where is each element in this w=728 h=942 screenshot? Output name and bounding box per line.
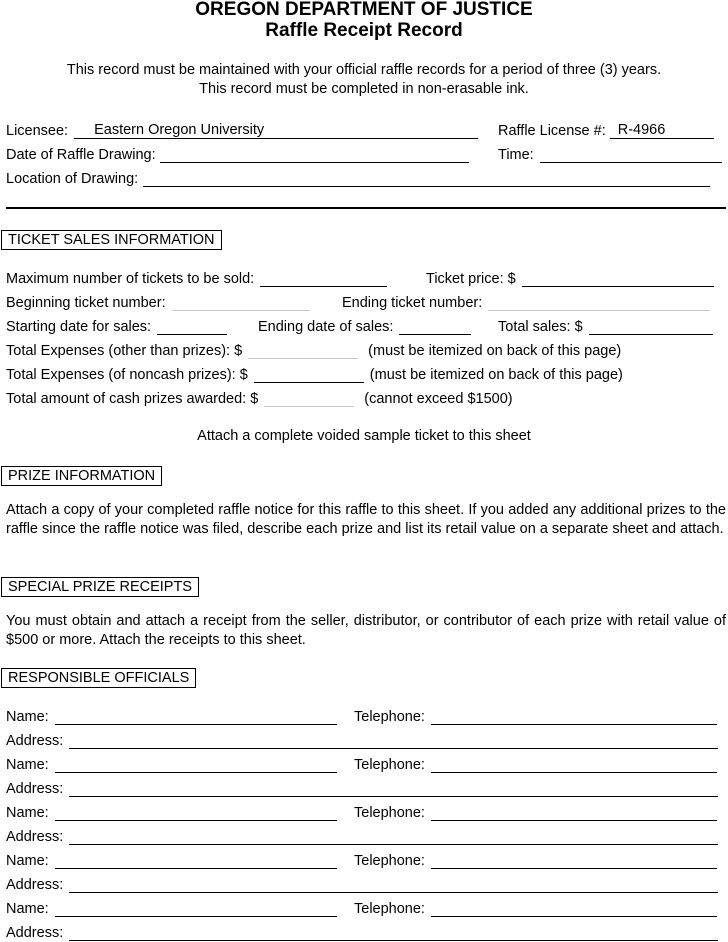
form-title: Raffle Receipt Record — [265, 20, 463, 41]
official-address-field[interactable] — [69, 925, 718, 941]
total-sales-label: Total sales: $ — [498, 319, 583, 335]
time-field[interactable] — [540, 147, 722, 163]
official-name-field[interactable] — [55, 709, 337, 725]
max-tickets-row — [6, 270, 387, 287]
end-date-field[interactable] — [399, 319, 471, 335]
official-telephone-label: Telephone: — [354, 853, 425, 869]
retention-note: This record must be maintained with your official raffle records for a period of three (3) years. — [66, 62, 662, 78]
official-name-label: Name: — [6, 901, 49, 917]
ink-note: This record must be completed in non-erasable ink. — [199, 81, 529, 97]
official-telephone-field[interactable] — [431, 805, 717, 821]
official-telephone-field[interactable] — [431, 709, 717, 725]
official-address-field[interactable] — [69, 733, 718, 749]
licensee-value: Eastern Oregon University — [94, 122, 265, 138]
official-telephone-row — [354, 804, 717, 821]
official-name-row — [6, 708, 337, 725]
official-telephone-label: Telephone: — [354, 709, 425, 725]
drawing-date-row — [6, 146, 469, 163]
licensee-label: Licensee: — [6, 123, 69, 139]
official-name-field[interactable] — [55, 805, 337, 821]
ticket-price-row — [426, 270, 714, 287]
official-name-field[interactable] — [55, 901, 337, 917]
license-number-value: R-4966 — [617, 122, 666, 138]
official-address-row — [6, 876, 718, 893]
license-number-row — [498, 122, 714, 139]
official-address-label: Address: — [6, 781, 64, 797]
start-date-field[interactable] — [157, 319, 227, 335]
official-name-row — [6, 900, 337, 917]
end-date-label: Ending date of sales: — [258, 319, 394, 335]
expenses-other-field[interactable] — [248, 343, 358, 359]
cash-prizes-field[interactable] — [264, 391, 354, 407]
begin-number-field[interactable] — [172, 295, 310, 311]
official-telephone-row — [354, 756, 717, 773]
prize-info-text: Attach a copy of your completed raffle notice for this raffle to this sheet. If you added any additional prizes to the raffle since the raffle notice was filed, describe each prize and list its retail value on a separate sheet and attach. — [6, 502, 726, 537]
expenses-other-label: Total Expenses (other than prizes): $ — [6, 343, 243, 359]
ticket-price-field[interactable] — [522, 271, 714, 287]
total-sales-row — [498, 318, 713, 335]
official-name-label: Name: — [6, 757, 49, 773]
begin-number-row — [6, 294, 310, 311]
special-receipts-heading: SPECIAL PRIZE RECEIPTS — [1, 577, 199, 597]
licensee-row — [6, 122, 478, 139]
official-name-label: Name: — [6, 853, 49, 869]
official-telephone-row — [354, 708, 717, 725]
prize-info-heading: PRIZE INFORMATION — [1, 466, 162, 486]
max-tickets-field[interactable] — [260, 271, 387, 287]
time-row — [498, 146, 722, 163]
official-address-label: Address: — [6, 877, 64, 893]
official-telephone-label: Telephone: — [354, 757, 425, 773]
drawing-date-field[interactable] — [160, 147, 469, 163]
special-receipts-text: You must obtain and attach a receipt from the seller, distributor, or contributor of each prize with retail value of $500 or more. Attach the receipts to this sheet. — [6, 613, 726, 648]
cash-prizes-label: Total amount of cash prizes awarded: $ — [6, 391, 259, 407]
divider — [6, 207, 726, 209]
official-telephone-row — [354, 852, 717, 869]
official-name-row — [6, 756, 337, 773]
official-name-label: Name: — [6, 805, 49, 821]
official-address-row — [6, 924, 718, 941]
start-date-label: Starting date for sales: — [6, 319, 152, 335]
official-name-row — [6, 852, 337, 869]
begin-number-label: Beginning ticket number: — [6, 295, 166, 311]
official-address-field[interactable] — [69, 781, 718, 797]
start-date-row — [6, 318, 227, 335]
end-number-field[interactable] — [488, 295, 710, 311]
cash-prizes-row — [6, 390, 513, 407]
end-number-row — [342, 294, 710, 311]
official-address-field[interactable] — [69, 877, 718, 893]
ticket-sales-heading: TICKET SALES INFORMATION — [1, 230, 222, 250]
official-name-row — [6, 804, 337, 821]
license-number-label: Raffle License #: — [498, 123, 606, 139]
official-telephone-label: Telephone: — [354, 901, 425, 917]
attach-ticket-note: Attach a complete voided sample ticket to this sheet — [197, 428, 531, 444]
total-sales-field[interactable] — [589, 319, 713, 335]
official-address-label: Address: — [6, 733, 64, 749]
location-label: Location of Drawing: — [6, 171, 139, 187]
location-row — [6, 170, 710, 187]
cash-prizes-note: (cannot exceed $1500) — [364, 391, 513, 407]
official-name-label: Name: — [6, 709, 49, 725]
official-telephone-field[interactable] — [431, 901, 717, 917]
end-date-row — [258, 318, 471, 335]
licensee-field[interactable] — [74, 123, 478, 139]
drawing-date-label: Date of Raffle Drawing: — [6, 147, 156, 163]
time-label: Time: — [498, 147, 534, 163]
official-address-label: Address: — [6, 925, 64, 941]
expenses-other-note: (must be itemized on back of this page) — [368, 343, 622, 359]
expenses-noncash-note: (must be itemized on back of this page) — [369, 367, 623, 383]
agency-title: OREGON DEPARTMENT OF JUSTICE — [195, 0, 533, 20]
max-tickets-label: Maximum number of tickets to be sold: — [6, 271, 255, 287]
official-address-row — [6, 780, 718, 797]
expenses-noncash-field[interactable] — [254, 367, 364, 383]
official-telephone-row — [354, 900, 717, 917]
official-name-field[interactable] — [55, 757, 337, 773]
official-address-field[interactable] — [69, 829, 718, 845]
officials-heading: RESPONSIBLE OFFICIALS — [1, 668, 196, 688]
official-telephone-label: Telephone: — [354, 805, 425, 821]
expenses-noncash-row — [6, 366, 623, 383]
license-number-field[interactable] — [610, 123, 714, 139]
official-telephone-field[interactable] — [431, 757, 717, 773]
ticket-price-label: Ticket price: $ — [426, 271, 516, 287]
location-field[interactable] — [143, 171, 710, 187]
official-address-row — [6, 732, 718, 749]
official-address-row — [6, 828, 718, 845]
expenses-noncash-label: Total Expenses (of noncash prizes): $ — [6, 367, 248, 383]
official-address-label: Address: — [6, 829, 64, 845]
official-name-field[interactable] — [55, 853, 337, 869]
official-telephone-field[interactable] — [431, 853, 717, 869]
end-number-label: Ending ticket number: — [342, 295, 483, 311]
expenses-other-row — [6, 342, 621, 359]
